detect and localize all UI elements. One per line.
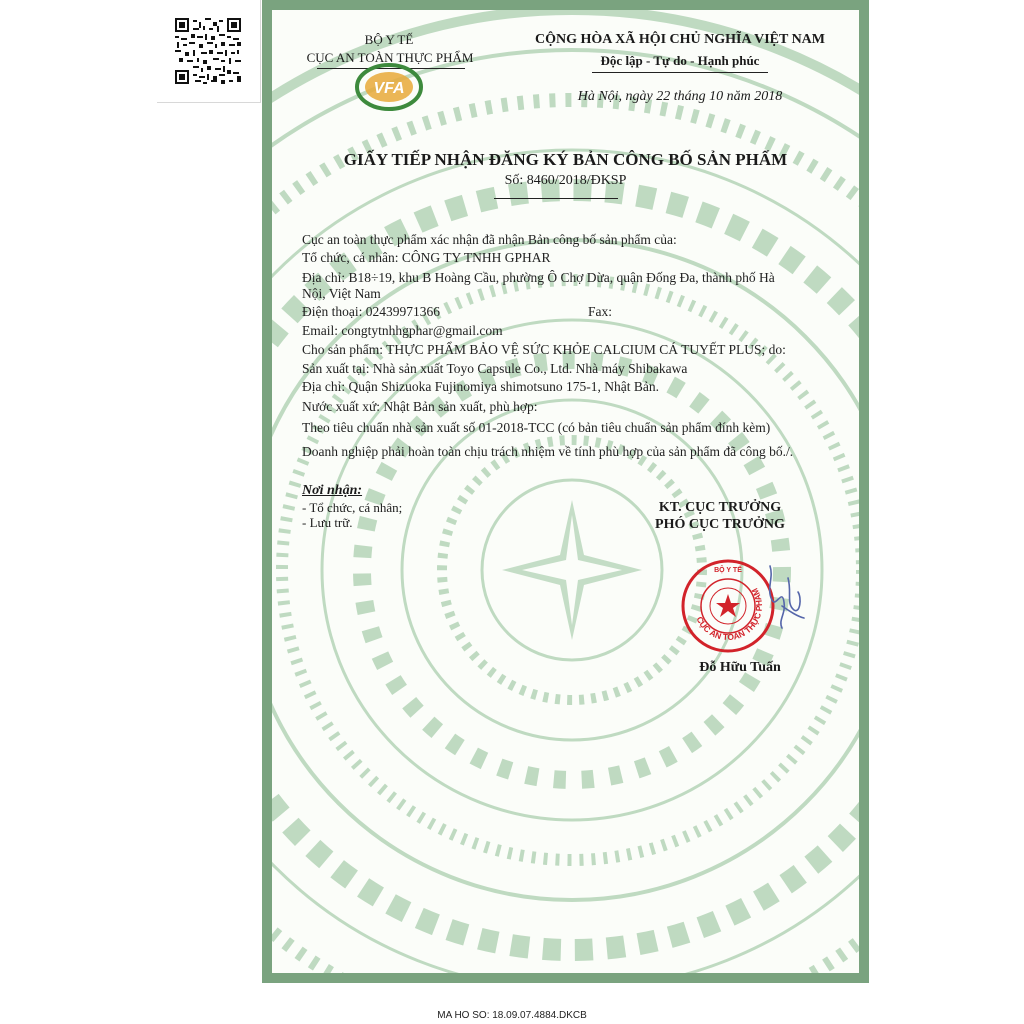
recipients-heading: Nơi nhận: [302,483,363,498]
stamp-top-text: BỘ Y TẾ [714,567,742,574]
fax-line: Fax: [588,304,613,319]
address-line-1: Địa chỉ: B18÷19, khu B Hoàng Cầu, phường Ô Chợ Dừa, quận Đống Đa, thành phố Hà [302,270,775,285]
organization-line: Tổ chức, cá nhân: CÔNG TY TNHH GPHAR [302,250,551,265]
logo-text: VFA [373,80,405,97]
address-line-2: Nội, Việt Nam [302,286,381,301]
certificate-content [272,10,859,973]
dossier-code: MA HO SO: 18.09.07.4884.DKCB [437,1010,587,1021]
signer-role-1: KT. CỤC TRƯỞNG [658,500,782,515]
intro-text: Cục an toàn thực phẩm xác nhận đã nhận Bản công bố sản phẩm của: [302,232,677,247]
factory-address-line: Địa chỉ: Quận Shizuoka Fujinomiya shimotsuno 175-1, Nhật Bản. [302,379,659,394]
signer-name: Đỗ Hữu Tuấn [699,660,781,675]
place-date: Hà Nội, ngày 22 tháng 10 năm 2018 [577,89,783,104]
product-line: Cho sản phẩm: THỰC PHẨM BẢO VỆ SỨC KHỎE CALCIUM CÁ TUYẾT PLUS; do: [302,342,786,357]
handwritten-signature-icon [752,558,812,638]
ministry-name: BỘ Y TẾ [364,32,414,47]
certificate [262,0,869,983]
qr-panel [157,0,261,103]
motto-underline [592,72,768,73]
stamp-ring-text: CỤC AN TOÀN THỰC PHẨM [694,586,765,643]
agency-name: CỤC AN TOÀN THỰC PHẨM [306,50,474,65]
recipient-item: - Tổ chức, cá nhân; [302,500,403,515]
document-number: Số: 8460/2018/ĐKSP [504,173,627,188]
email-line: Email: congtytnhhgphar@gmail.com [302,323,503,338]
origin-line: Nước xuất xứ: Nhật Bản sản xuất, phù hợp: [302,399,538,414]
document-title: GIẤY TIẾP NHẬN ĐĂNG KÝ BẢN CÔNG BỐ SẢN PHẨM [343,150,788,169]
recipient-item: - Lưu trữ. [302,515,353,530]
number-underline [494,198,618,199]
standard-line: Theo tiêu chuẩn nhà sản xuất số 01-2018-TCC (có bản tiêu chuẩn sản phẩm đính kèm) [302,420,771,435]
republic-name: CỘNG HÒA XÃ HỘI CHỦ NGHĨA VIỆT NAM [534,32,825,47]
signer-role-2: PHÓ CỤC TRƯỞNG [655,517,785,532]
vfa-logo-icon [354,62,424,112]
qr-code-icon [175,18,241,84]
responsibility-line: Doanh nghiệp phải hoàn toàn chịu trách nhiệm về tính phù hợp của sản phẩm đã công bố./. [302,444,794,459]
phone-line: Điện thoại: 02439971366 [302,304,440,319]
national-motto: Độc lập - Tự do - Hạnh phúc [600,53,760,68]
manufacturer-line: Sản xuất tại: Nhà sản xuất Toyo Capsule Co., Ltd. Nhà máy Shibakawa [302,361,688,376]
